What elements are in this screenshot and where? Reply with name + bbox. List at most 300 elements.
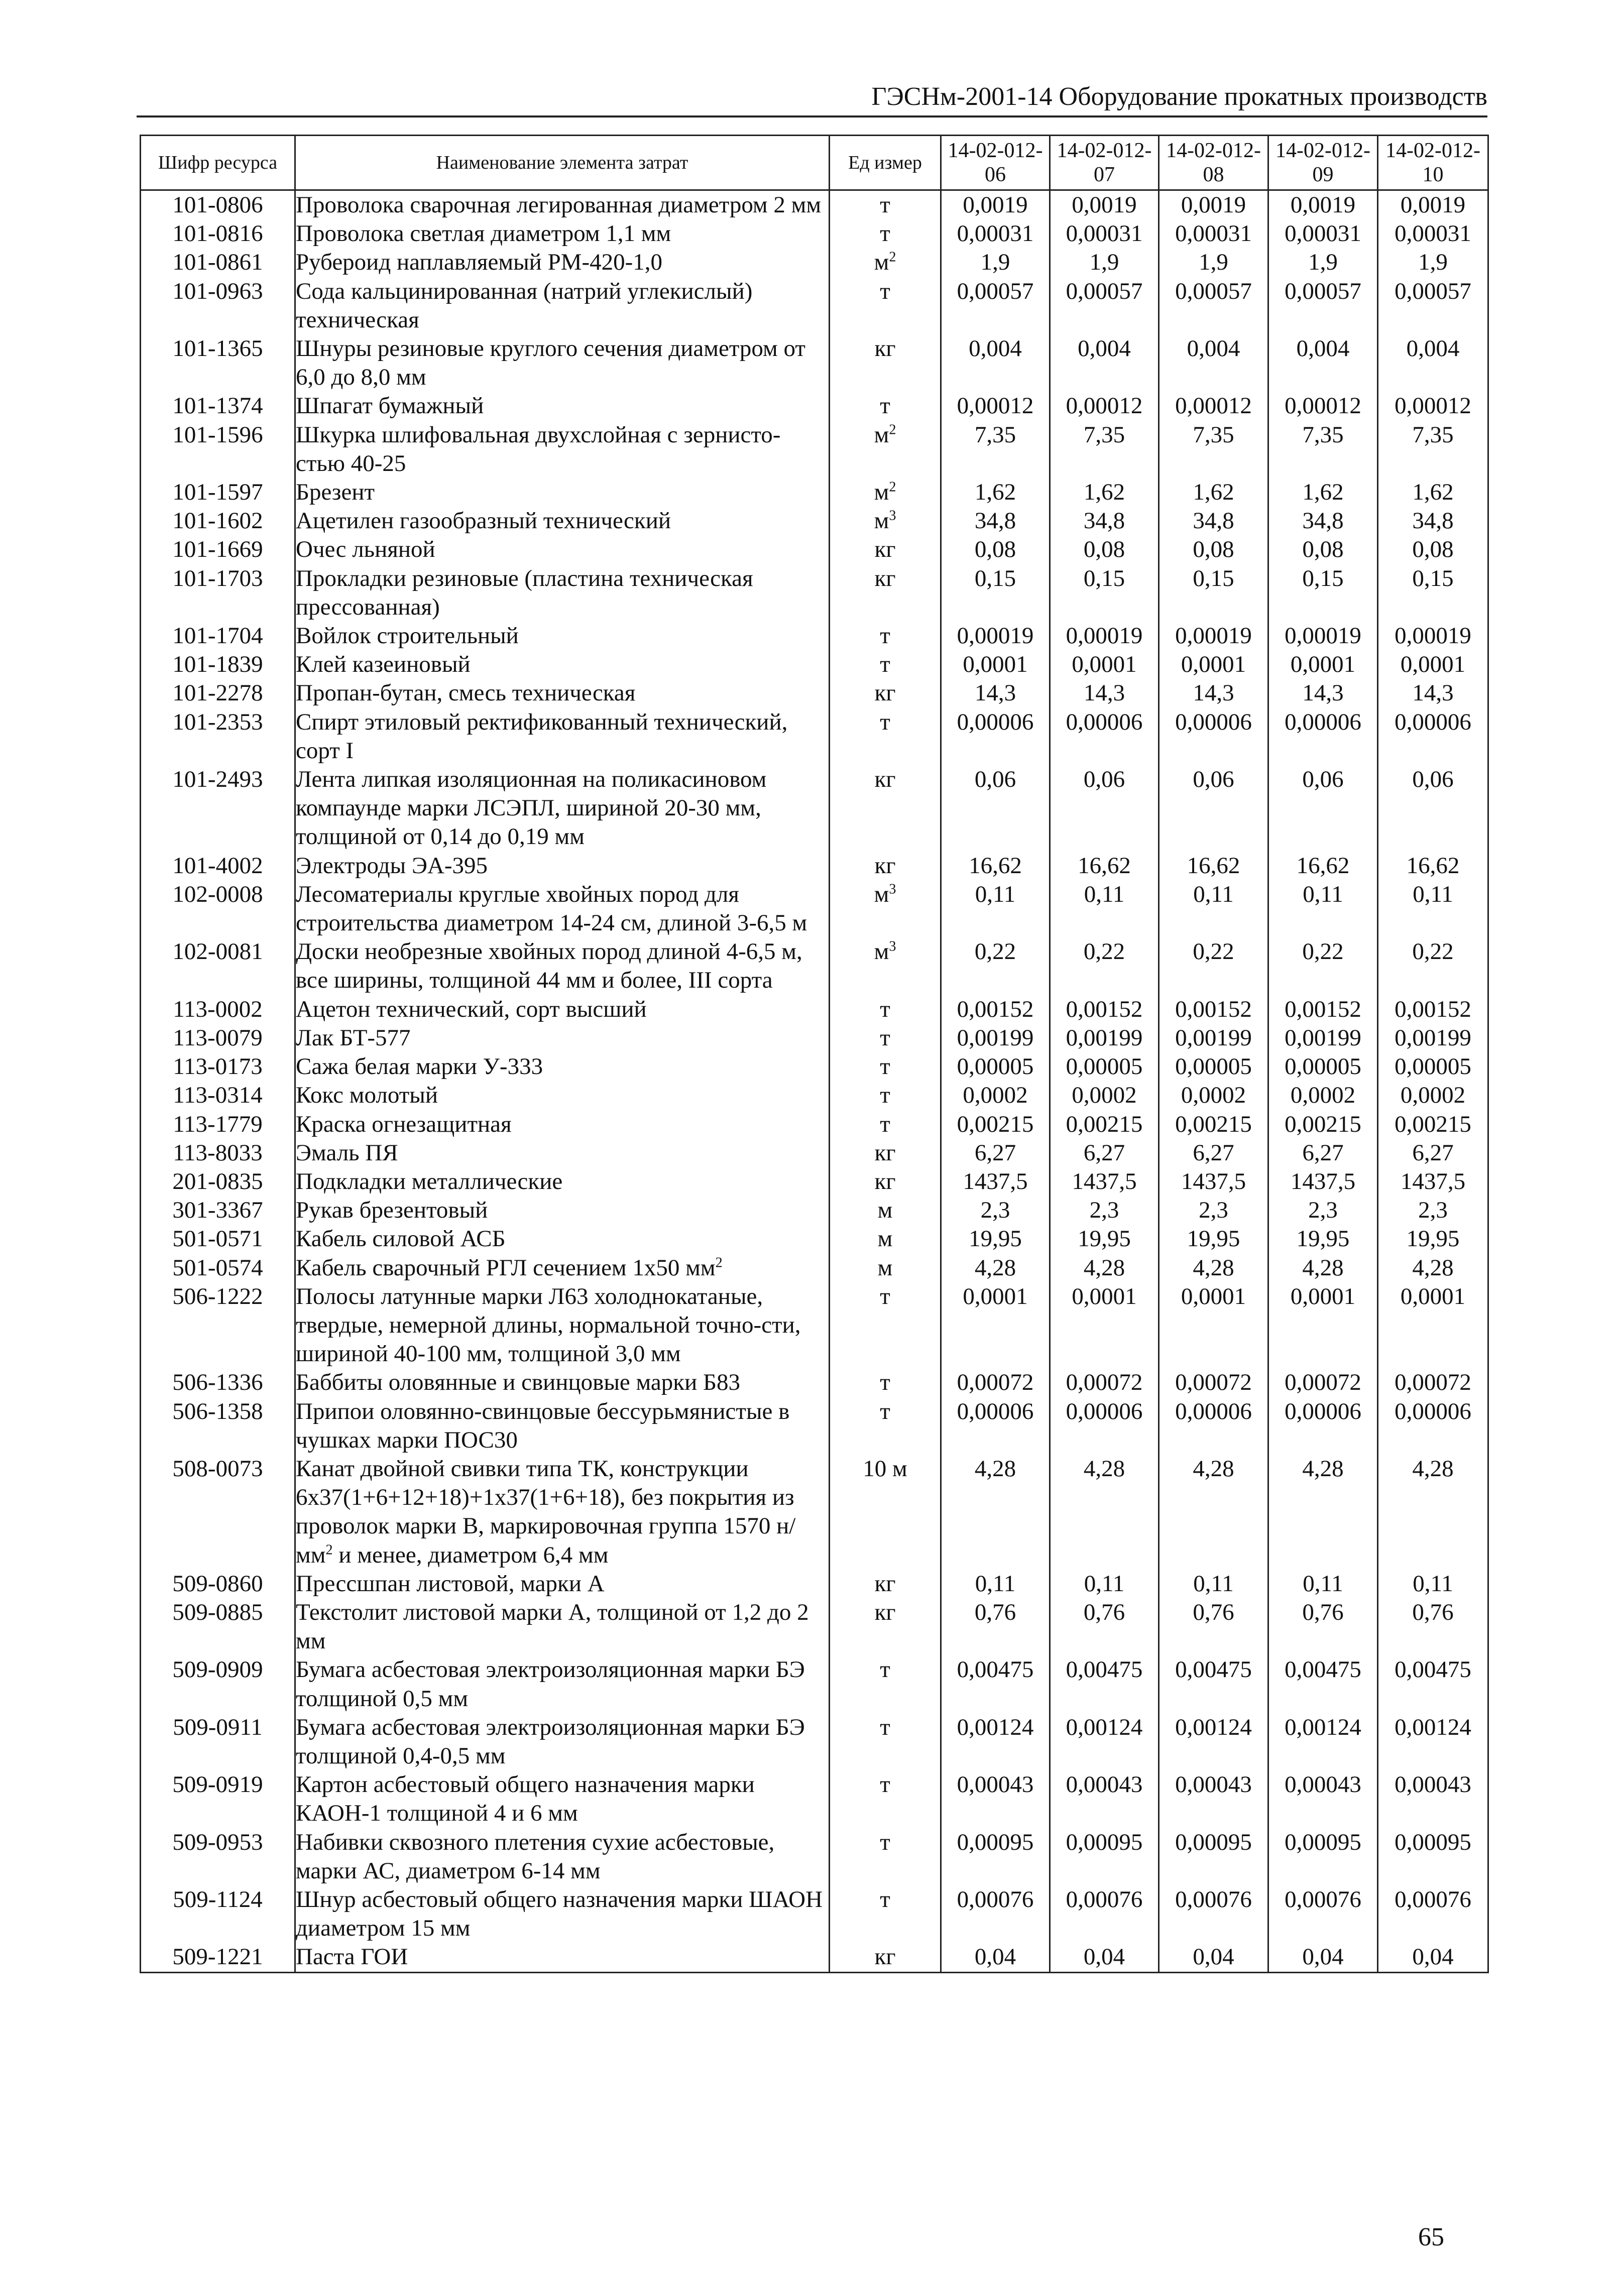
- norm-value-cell: 0,00031: [941, 219, 1050, 248]
- norm-value-cell: 0,0001: [1378, 650, 1488, 679]
- unit-cell: т: [830, 1081, 941, 1110]
- norm-value-cell: 2,3: [1378, 1196, 1488, 1225]
- table-row: [141, 334, 1488, 392]
- norm-value-cell: 1437,5: [941, 1167, 1050, 1196]
- resource-code-cell: 113-1779: [141, 1110, 295, 1139]
- norm-value-cell: 0,00019: [1268, 622, 1378, 650]
- norm-value-cell: 1437,5: [1268, 1167, 1378, 1196]
- resource-code-cell: 101-0816: [141, 219, 295, 248]
- norm-value-cell: 1,62: [1050, 478, 1159, 507]
- norm-value-cell: 19,95: [941, 1225, 1050, 1253]
- norm-value-cell: 4,28: [1378, 1254, 1488, 1282]
- table-row: [141, 1225, 1488, 1253]
- unit-cell: $м^3$: [830, 507, 941, 535]
- resource-code-cell: 501-0574: [141, 1254, 295, 1282]
- table-row: [141, 1455, 1488, 1570]
- norm-value-cell: 0,11: [941, 1570, 1050, 1598]
- norm-value-cell: 0,11: [1159, 880, 1268, 937]
- norm-value-cell: 16,62: [941, 852, 1050, 880]
- element-name-cell: Кабель сварочный РГЛ сечением 1х50 $мм^2$: [295, 1254, 830, 1282]
- norm-value-cell: 0,00006: [1050, 708, 1159, 765]
- norm-value-cell: 0,00072: [941, 1368, 1050, 1397]
- norm-value-cell: 0,0001: [1378, 1282, 1488, 1369]
- table-row: [141, 880, 1488, 937]
- norm-value-cell: 0,00006: [1378, 1397, 1488, 1455]
- norm-value-cell: 0,11: [941, 880, 1050, 937]
- unit-cell: кг: [830, 1598, 941, 1655]
- norm-value-cell: 0,00006: [1268, 1397, 1378, 1455]
- norm-value-cell: 0,15: [1159, 564, 1268, 622]
- unit-cell: т: [830, 1770, 941, 1828]
- norm-value-cell: 0,00031: [1050, 219, 1159, 248]
- norm-value-cell: 7,35: [941, 421, 1050, 478]
- resource-code-cell: 509-1124: [141, 1885, 295, 1943]
- resource-code-cell: 509-0953: [141, 1828, 295, 1885]
- norm-value-cell: 0,00006: [1050, 1397, 1159, 1455]
- resource-code-cell: 101-1704: [141, 622, 295, 650]
- element-name-cell: Шкурка шлифовальная двухслойная с зернисто-стью 40-25: [295, 421, 830, 478]
- norm-value-cell: 0,00005: [1159, 1052, 1268, 1081]
- resource-code-cell: 509-0909: [141, 1655, 295, 1713]
- element-name-cell: Брезент: [295, 478, 830, 507]
- element-name-cell: Картон асбестовый общего назначения марки КАОН-1 толщиной 4 и 6 мм: [295, 1770, 830, 1828]
- table-row: [141, 1052, 1488, 1081]
- unit-cell: м: [830, 1225, 941, 1253]
- resource-code-cell: 101-2493: [141, 765, 295, 852]
- header-norm-column: 14-02-012-07: [1050, 136, 1159, 190]
- norm-value-cell: 0,22: [941, 937, 1050, 995]
- norm-value-cell: 0,00072: [1268, 1368, 1378, 1397]
- resource-code-cell: 201-0835: [141, 1167, 295, 1196]
- norm-value-cell: 14,3: [1378, 679, 1488, 707]
- norm-value-cell: 0,00043: [1378, 1770, 1488, 1828]
- norm-value-cell: 0,00076: [1159, 1885, 1268, 1943]
- unit-cell: 10 м: [830, 1455, 941, 1570]
- norm-value-cell: 0,00057: [1050, 277, 1159, 334]
- norm-value-cell: 0,00215: [1268, 1110, 1378, 1139]
- norm-value-cell: 0,00043: [1159, 1770, 1268, 1828]
- norm-value-cell: 0,0001: [941, 650, 1050, 679]
- norm-value-cell: 0,00199: [1050, 1024, 1159, 1052]
- norm-value-cell: 6,27: [1378, 1139, 1488, 1167]
- norm-value-cell: 0,0002: [1268, 1081, 1378, 1110]
- element-name-cell: Шпагат бумажный: [295, 392, 830, 420]
- norm-value-cell: 1,9: [1159, 248, 1268, 277]
- norm-value-cell: 19,95: [1159, 1225, 1268, 1253]
- norm-value-cell: 0,00124: [941, 1713, 1050, 1770]
- resource-code-cell: 101-1703: [141, 564, 295, 622]
- norm-value-cell: 0,00199: [1268, 1024, 1378, 1052]
- unit-cell: $м^2$: [830, 478, 941, 507]
- resource-code-cell: 101-0963: [141, 277, 295, 334]
- norm-value-cell: 0,00152: [1378, 995, 1488, 1024]
- resource-code-cell: 506-1222: [141, 1282, 295, 1369]
- resource-code-cell: 506-1358: [141, 1397, 295, 1455]
- norm-value-cell: 0,00043: [1268, 1770, 1378, 1828]
- norm-value-cell: 0,004: [1378, 334, 1488, 392]
- element-name-cell: Ацетон технический, сорт высший: [295, 995, 830, 1024]
- element-name-cell: Проволока светлая диаметром 1,1 мм: [295, 219, 830, 248]
- norm-value-cell: 0,00215: [1159, 1110, 1268, 1139]
- unit-cell: т: [830, 277, 941, 334]
- norm-value-cell: 34,8: [1378, 507, 1488, 535]
- element-name-cell: Прессшпан листовой, марки А: [295, 1570, 830, 1598]
- norm-value-cell: 0,0019: [1378, 190, 1488, 220]
- norm-value-cell: 1,62: [1268, 478, 1378, 507]
- unit-cell: т: [830, 1282, 941, 1369]
- norm-value-cell: 0,00152: [1268, 995, 1378, 1024]
- norm-value-cell: 2,3: [1268, 1196, 1378, 1225]
- table-row: [141, 1368, 1488, 1397]
- norm-value-cell: 4,28: [1378, 1455, 1488, 1570]
- unit-cell: кг: [830, 852, 941, 880]
- norm-value-cell: 0,0002: [941, 1081, 1050, 1110]
- norm-value-cell: 0,00199: [1159, 1024, 1268, 1052]
- unit-cell: т: [830, 1885, 941, 1943]
- element-name-cell: Проволока сварочная легированная диаметром 2 мм: [295, 190, 830, 220]
- resource-code-cell: 102-0081: [141, 937, 295, 995]
- table-row: [141, 535, 1488, 564]
- table-row: [141, 1397, 1488, 1455]
- table-row: [141, 478, 1488, 507]
- element-name-cell: Подкладки металлические: [295, 1167, 830, 1196]
- norm-value-cell: 0,00005: [1378, 1052, 1488, 1081]
- unit-cell: кг: [830, 564, 941, 622]
- resource-code-cell: 101-2353: [141, 708, 295, 765]
- table-row: [141, 1139, 1488, 1167]
- resource-code-cell: 102-0008: [141, 880, 295, 937]
- element-name-cell: Канат двойной свивки типа ТК, конструкции 6х37(1+6+12+18)+1х37(1+6+18), без покрытия из проволок марки В, маркировочная группа 1570 $н/мм^2$ и менее, диаметром 6,4 мм: [295, 1455, 830, 1570]
- resource-code-cell: 101-1596: [141, 421, 295, 478]
- norm-value-cell: 1437,5: [1050, 1167, 1159, 1196]
- norm-value-cell: 2,3: [1159, 1196, 1268, 1225]
- norm-value-cell: 0,0019: [1050, 190, 1159, 220]
- norm-value-cell: 0,00124: [1268, 1713, 1378, 1770]
- norm-value-cell: 0,00006: [1378, 708, 1488, 765]
- norm-value-cell: 4,28: [1268, 1455, 1378, 1570]
- table-row: [141, 1196, 1488, 1225]
- norm-value-cell: 0,11: [1378, 880, 1488, 937]
- norm-value-cell: 0,004: [1050, 334, 1159, 392]
- element-name-cell: Лента липкая изоляционная на поликасиновом компаунде марки ЛСЭПЛ, шириной 20-30 мм, толщиной от 0,14 до 0,19 мм: [295, 765, 830, 852]
- resource-code-cell: 509-1221: [141, 1943, 295, 1972]
- norm-value-cell: 0,00215: [941, 1110, 1050, 1139]
- element-name-cell: Прокладки резиновые (пластина техническая прессованная): [295, 564, 830, 622]
- norm-value-cell: 0,04: [1378, 1943, 1488, 1972]
- norm-value-cell: 0,00057: [1378, 277, 1488, 334]
- norm-value-cell: 16,62: [1050, 852, 1159, 880]
- norm-value-cell: 2,3: [941, 1196, 1050, 1225]
- norm-value-cell: 0,00057: [1159, 277, 1268, 334]
- element-name-cell: Паста ГОИ: [295, 1943, 830, 1972]
- norm-value-cell: 0,22: [1378, 937, 1488, 995]
- norm-value-cell: 0,00475: [1050, 1655, 1159, 1713]
- norm-value-cell: 0,08: [1378, 535, 1488, 564]
- norm-value-cell: 0,00057: [941, 277, 1050, 334]
- unit-cell: т: [830, 1713, 941, 1770]
- unit-cell: т: [830, 1110, 941, 1139]
- norm-value-cell: 1,62: [941, 478, 1050, 507]
- norm-value-cell: 0,15: [1050, 564, 1159, 622]
- norm-value-cell: 0,00031: [1268, 219, 1378, 248]
- resource-code-cell: 509-0911: [141, 1713, 295, 1770]
- norm-value-cell: 4,28: [1159, 1455, 1268, 1570]
- norm-value-cell: 34,8: [1268, 507, 1378, 535]
- norm-value-cell: 0,00006: [1159, 1397, 1268, 1455]
- resource-code-cell: 509-0919: [141, 1770, 295, 1828]
- unit-cell: кг: [830, 334, 941, 392]
- table-row: [141, 937, 1488, 995]
- norm-value-cell: 0,00031: [1159, 219, 1268, 248]
- norm-value-cell: 0,00006: [1268, 708, 1378, 765]
- table-row: [141, 219, 1488, 248]
- resource-code-cell: 113-0002: [141, 995, 295, 1024]
- norm-value-cell: 0,76: [941, 1598, 1050, 1655]
- norm-value-cell: 0,00124: [1378, 1713, 1488, 1770]
- norm-value-cell: 0,0019: [941, 190, 1050, 220]
- norm-value-cell: 0,00072: [1159, 1368, 1268, 1397]
- resource-code-cell: 508-0073: [141, 1455, 295, 1570]
- document-title: ГЭСНм-2001-14 Оборудование прокатных производств: [871, 82, 1487, 111]
- resource-code-cell: 509-0885: [141, 1598, 295, 1655]
- norm-value-cell: 14,3: [941, 679, 1050, 707]
- norm-value-cell: 0,00076: [1050, 1885, 1159, 1943]
- norm-value-cell: 0,08: [941, 535, 1050, 564]
- resource-code-cell: 301-3367: [141, 1196, 295, 1225]
- unit-cell: т: [830, 708, 941, 765]
- norm-value-cell: 1437,5: [1159, 1167, 1268, 1196]
- table-row: [141, 1655, 1488, 1713]
- norm-value-cell: 0,0001: [1159, 1282, 1268, 1369]
- norm-value-cell: 0,08: [1050, 535, 1159, 564]
- table-header-row: [141, 136, 1488, 190]
- norm-value-cell: 1,9: [1050, 248, 1159, 277]
- table-row: [141, 1943, 1488, 1972]
- resource-code-cell: 113-0314: [141, 1081, 295, 1110]
- table-row: [141, 622, 1488, 650]
- norm-value-cell: 0,004: [1268, 334, 1378, 392]
- table-row: [141, 1081, 1488, 1110]
- unit-cell: кг: [830, 535, 941, 564]
- table-row: [141, 190, 1488, 220]
- norm-value-cell: 0,11: [1050, 880, 1159, 937]
- element-name-cell: Краска огнезащитная: [295, 1110, 830, 1139]
- unit-cell: т: [830, 1024, 941, 1052]
- table-row: [141, 248, 1488, 277]
- norm-value-cell: 0,00019: [941, 622, 1050, 650]
- header-norm-column: 14-02-012-09: [1268, 136, 1378, 190]
- resource-code-cell: 101-1374: [141, 392, 295, 420]
- norm-value-cell: 0,00095: [941, 1828, 1050, 1885]
- element-name-cell: Спирт этиловый ректификованный технический, сорт I: [295, 708, 830, 765]
- norm-value-cell: 0,06: [1378, 765, 1488, 852]
- table-row: [141, 1770, 1488, 1828]
- unit-cell: кг: [830, 1139, 941, 1167]
- norm-value-cell: 0,06: [1050, 765, 1159, 852]
- norm-value-cell: 0,11: [1268, 880, 1378, 937]
- header-norm-column: 14-02-012-10: [1378, 136, 1488, 190]
- table-row: [141, 995, 1488, 1024]
- norm-value-cell: 0,00012: [1268, 392, 1378, 420]
- table-row: [141, 1598, 1488, 1655]
- table-row: [141, 507, 1488, 535]
- norm-value-cell: 0,76: [1050, 1598, 1159, 1655]
- norm-value-cell: 0,0001: [941, 1282, 1050, 1369]
- unit-cell: $м^2$: [830, 421, 941, 478]
- resource-code-cell: 101-1839: [141, 650, 295, 679]
- norm-value-cell: 4,28: [1268, 1254, 1378, 1282]
- element-name-cell: Эмаль ПЯ: [295, 1139, 830, 1167]
- norm-value-cell: 0,00095: [1159, 1828, 1268, 1885]
- norm-value-cell: 0,00019: [1378, 622, 1488, 650]
- unit-cell: $м^3$: [830, 937, 941, 995]
- table-row: [141, 852, 1488, 880]
- element-name-cell: Доски необрезные хвойных пород длиной 4-6,5 м, все ширины, толщиной 44 мм и более, III сорта: [295, 937, 830, 995]
- unit-cell: т: [830, 650, 941, 679]
- resource-code-cell: 113-8033: [141, 1139, 295, 1167]
- table-row: [141, 421, 1488, 478]
- table-row: [141, 1024, 1488, 1052]
- norm-value-cell: 0,00095: [1050, 1828, 1159, 1885]
- table-row: [141, 679, 1488, 707]
- table-row: [141, 1254, 1488, 1282]
- unit-cell: м: [830, 1254, 941, 1282]
- norm-value-cell: 0,06: [1159, 765, 1268, 852]
- norm-value-cell: 0,00019: [1159, 622, 1268, 650]
- element-name-cell: Лесоматериалы круглые хвойных пород для строительства диаметром 14-24 см, длиной 3-6,5 м: [295, 880, 830, 937]
- element-name-cell: Рукав брезентовый: [295, 1196, 830, 1225]
- element-name-cell: Ацетилен газообразный технический: [295, 507, 830, 535]
- norm-value-cell: 0,00124: [1050, 1713, 1159, 1770]
- norm-value-cell: 7,35: [1159, 421, 1268, 478]
- table-row: [141, 392, 1488, 420]
- element-name-cell: Шнур асбестовый общего назначения марки ШАОН диаметром 15 мм: [295, 1885, 830, 1943]
- element-name-cell: Баббиты оловянные и свинцовые марки Б83: [295, 1368, 830, 1397]
- norm-value-cell: 19,95: [1268, 1225, 1378, 1253]
- norm-value-cell: 0,00006: [941, 1397, 1050, 1455]
- element-name-cell: Бумага асбестовая электроизоляционная марки БЭ толщиной 0,4-0,5 мм: [295, 1713, 830, 1770]
- unit-cell: т: [830, 392, 941, 420]
- norm-value-cell: 0,00012: [1050, 392, 1159, 420]
- norm-value-cell: 4,28: [941, 1254, 1050, 1282]
- norm-value-cell: 0,00005: [1050, 1052, 1159, 1081]
- page-number: 65: [1418, 2223, 1444, 2251]
- resource-code-cell: 101-0806: [141, 190, 295, 220]
- norm-value-cell: 0,00199: [941, 1024, 1050, 1052]
- element-name-cell: Электроды ЭА-395: [295, 852, 830, 880]
- unit-cell: кг: [830, 679, 941, 707]
- norm-value-cell: 0,00005: [941, 1052, 1050, 1081]
- norm-value-cell: 14,3: [1268, 679, 1378, 707]
- norm-value-cell: 0,11: [1159, 1570, 1268, 1598]
- norm-value-cell: 7,35: [1378, 421, 1488, 478]
- unit-cell: т: [830, 1655, 941, 1713]
- table-row: [141, 650, 1488, 679]
- norm-value-cell: 0,00152: [1050, 995, 1159, 1024]
- element-name-cell: Сода кальцинированная (натрий углекислый) техническая: [295, 277, 830, 334]
- norm-value-cell: 0,00072: [1378, 1368, 1488, 1397]
- element-name-cell: Шнуры резиновые круглого сечения диаметром от 6,0 до 8,0 мм: [295, 334, 830, 392]
- norm-value-cell: 0,0002: [1378, 1081, 1488, 1110]
- unit-cell: кг: [830, 1167, 941, 1196]
- norm-value-cell: 0,76: [1378, 1598, 1488, 1655]
- norm-value-cell: 16,62: [1268, 852, 1378, 880]
- norm-value-cell: 0,08: [1268, 535, 1378, 564]
- norm-value-cell: 0,00012: [1378, 392, 1488, 420]
- norm-value-cell: 0,00006: [1159, 708, 1268, 765]
- norm-value-cell: 0,22: [1050, 937, 1159, 995]
- norm-value-cell: 7,35: [1268, 421, 1378, 478]
- table-row: [141, 1110, 1488, 1139]
- resource-cost-table: [140, 135, 1489, 1973]
- norm-value-cell: 0,0001: [1050, 650, 1159, 679]
- running-header: [137, 80, 1487, 117]
- norm-value-cell: 0,00005: [1268, 1052, 1378, 1081]
- norm-value-cell: 14,3: [1050, 679, 1159, 707]
- norm-value-cell: 0,0001: [1268, 1282, 1378, 1369]
- norm-value-cell: 19,95: [1050, 1225, 1159, 1253]
- norm-value-cell: 0,00019: [1050, 622, 1159, 650]
- norm-value-cell: 0,00012: [1159, 392, 1268, 420]
- norm-value-cell: 0,22: [1268, 937, 1378, 995]
- unit-cell: т: [830, 190, 941, 220]
- norm-value-cell: 1,62: [1378, 478, 1488, 507]
- resource-code-cell: 101-1602: [141, 507, 295, 535]
- element-name-cell: Клей казеиновый: [295, 650, 830, 679]
- unit-cell: т: [830, 1052, 941, 1081]
- norm-value-cell: 2,3: [1050, 1196, 1159, 1225]
- norm-value-cell: 0,00152: [941, 995, 1050, 1024]
- norm-value-cell: 0,06: [941, 765, 1050, 852]
- norm-value-cell: 0,04: [941, 1943, 1050, 1972]
- norm-value-cell: 0,00475: [941, 1655, 1050, 1713]
- norm-value-cell: 0,15: [1268, 564, 1378, 622]
- resource-code-cell: 101-1669: [141, 535, 295, 564]
- element-name-cell: Полосы латунные марки Л63 холоднокатаные, твердые, немерной длины, нормальной точно-сти, шириной 40-100 мм, толщиной 3,0 мм: [295, 1282, 830, 1369]
- norm-value-cell: 4,28: [1159, 1254, 1268, 1282]
- table-row: [141, 708, 1488, 765]
- norm-value-cell: 0,00475: [1378, 1655, 1488, 1713]
- norm-value-cell: 0,00043: [941, 1770, 1050, 1828]
- unit-cell: кг: [830, 1943, 941, 1972]
- norm-value-cell: 0,004: [941, 334, 1050, 392]
- norm-value-cell: 6,27: [1050, 1139, 1159, 1167]
- element-name-cell: Бумага асбестовая электроизоляционная марки БЭ толщиной 0,5 мм: [295, 1655, 830, 1713]
- table-row: [141, 1282, 1488, 1369]
- element-name-cell: Кабель силовой АСБ: [295, 1225, 830, 1253]
- table-row: [141, 765, 1488, 852]
- resource-code-cell: 501-0571: [141, 1225, 295, 1253]
- norm-value-cell: 0,00076: [1268, 1885, 1378, 1943]
- resource-code-cell: 101-0861: [141, 248, 295, 277]
- norm-value-cell: 6,27: [1159, 1139, 1268, 1167]
- norm-value-cell: 0,04: [1268, 1943, 1378, 1972]
- norm-value-cell: 0,11: [1050, 1570, 1159, 1598]
- unit-cell: т: [830, 1397, 941, 1455]
- unit-cell: м: [830, 1196, 941, 1225]
- norm-value-cell: 0,0001: [1050, 1282, 1159, 1369]
- norm-value-cell: 0,00076: [1378, 1885, 1488, 1943]
- norm-value-cell: 14,3: [1159, 679, 1268, 707]
- norm-value-cell: 0,0019: [1159, 190, 1268, 220]
- unit-cell: т: [830, 1828, 941, 1885]
- table-row: [141, 1570, 1488, 1598]
- norm-value-cell: 7,35: [1050, 421, 1159, 478]
- element-name-cell: Пропан-бутан, смесь техническая: [295, 679, 830, 707]
- unit-cell: т: [830, 219, 941, 248]
- norm-value-cell: 1,9: [1268, 248, 1378, 277]
- norm-value-cell: 0,00072: [1050, 1368, 1159, 1397]
